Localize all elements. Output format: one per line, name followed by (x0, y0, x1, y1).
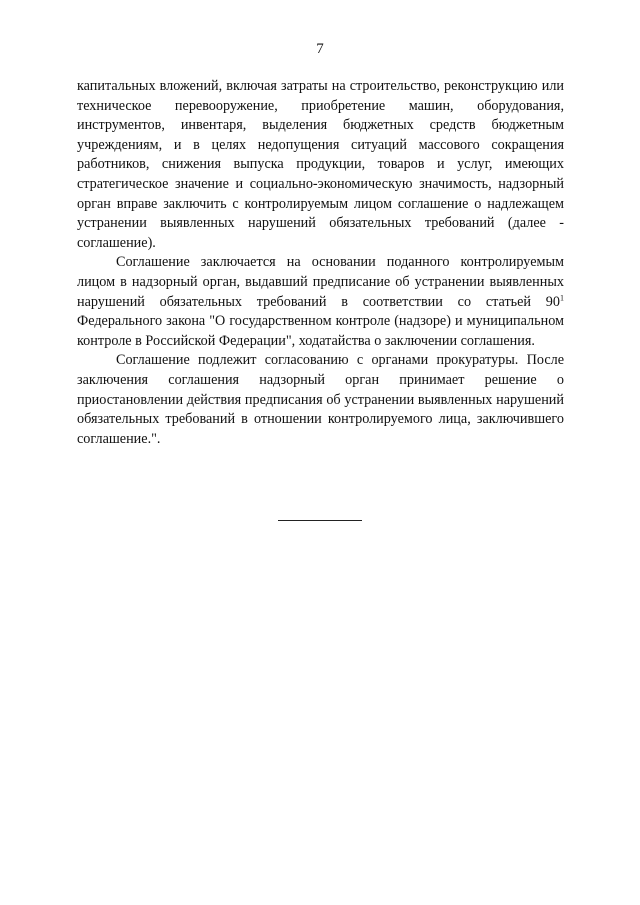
paragraph-continuation: капитальных вложений, включая затраты на строительство, реконструкцию или техническое перевооружение, приобретение машин, оборудования, инструментов, инвентаря, выделения бюджетных средств бюджетным учреждениям, и в целях недопущения ситуаций массового сокращения работников, снижения выпуска продукции, товаров и услуг, имеющих стратегическое значение и социально-экономическую значимость, надзорный орган вправе заключить с контролируемым лицом соглашение о надлежащем устранении выявленных нарушений обязательных требований (далее - соглашение). (77, 78, 564, 251)
paragraph-agreement-conclusion (77, 253, 564, 351)
end-separator-line (278, 520, 362, 521)
paragraph-agreement-approval: Соглашение подлежит согласованию с органами прокуратуры. После заключения соглашения надзорный орган принимает решение о приостановлении действия предписания об устранении выявленных нарушений обязательных требований в отношении контролируемого лица, заключившего соглашение.". (77, 352, 564, 447)
article-superscript: 1 (560, 292, 564, 302)
page-number: 7 (316, 41, 324, 57)
paragraph-text-end: Федерального закона "О государственном контроле (надзоре) и муниципальном контроле в Российской Федерации", ходатайства о заключении соглашения. (77, 313, 564, 349)
paragraph-text-start: Соглашение заключается на основании поданного контролируемым лицом в надзорный орган, выдавший предписание об устранении выявленных нарушений обязательных требований в соответствии со статьей 90 (77, 254, 564, 310)
document-body (77, 77, 564, 449)
